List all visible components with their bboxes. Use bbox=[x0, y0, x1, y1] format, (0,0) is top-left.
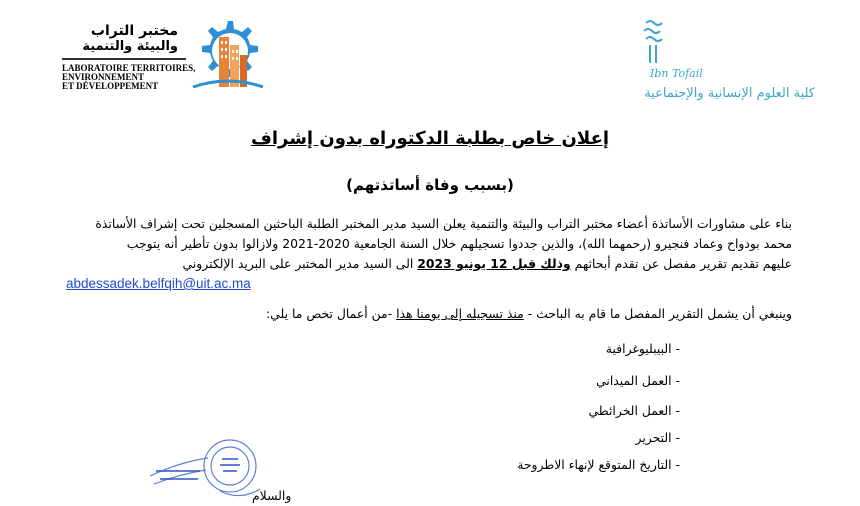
intro-part-c: -من أعمال تخص ما يلي: bbox=[266, 306, 397, 321]
faculty-name: كلية العلوم الإنسانية والإجتماعية bbox=[644, 86, 815, 101]
body-line3-part-a: عليهم تقديم تقرير مفصل عن تقدم أبحاثهم bbox=[570, 256, 792, 271]
list-item: - التاريخ المتوقع لإنهاء الاطروحة bbox=[517, 457, 680, 472]
report-requirements-intro bbox=[266, 306, 792, 321]
lab-name-french-line3: ET DÉVELOPPEMENT bbox=[62, 81, 159, 91]
intro-part-a: وينبغي أن يشمل التقرير المفصل ما قام به الباحث - bbox=[523, 306, 792, 321]
deadline-text: وذلك قبل 12 يونيو 2023 bbox=[417, 256, 571, 271]
body-paragraph-line2: محمد بودواح وعماد فنجيرو (رحمهما الله)، والذين جددوا تسجيلهم خلال السنة الجامعية 2020-2021 ولازالوا بدون تأطير أنه يتوجب bbox=[126, 236, 792, 251]
body-line3-part-c: الى السيد مدير المختبر على البريد الإلكتروني bbox=[182, 256, 418, 271]
list-item: - العمل الخرائطي bbox=[588, 403, 680, 418]
faculty-logo-icon bbox=[620, 15, 703, 85]
email-link[interactable]: abdessadek.belfqih@uit.ac.ma bbox=[66, 276, 251, 291]
body-paragraph-line1: بناء على مشاورات الأساتذة أعضاء مختبر التراب والبيئة والتنمية يعلن السيد مدير المختبر الطلبة الباحثين المسجلين تحت إشراف الأساتذة bbox=[95, 216, 792, 231]
body-paragraph-line3 bbox=[57, 254, 792, 274]
lab-name-french-line2: ENVIRONNEMENT bbox=[62, 72, 145, 82]
lab-name-arabic-line1: مختبر التراب bbox=[90, 23, 178, 39]
list-item: - التحرير bbox=[635, 430, 680, 445]
lab-header-divider bbox=[62, 58, 186, 60]
lab-name-french-line1: LABORATOIRE TERRITOIRES, bbox=[62, 63, 196, 73]
svg-text:Ibn Tofail: Ibn Tofail bbox=[650, 67, 703, 80]
closing-salutation: والسلام bbox=[252, 488, 292, 503]
lab-gear-logo-icon bbox=[183, 15, 273, 100]
since-registration-text: منذ تسجيله إلى يومنا هذا bbox=[396, 306, 524, 321]
list-item: - العمل الميداني bbox=[596, 373, 680, 388]
announcement-subtitle: (بسبب وفاة أساتذتهم) bbox=[346, 176, 514, 194]
lab-name-arabic-line2: والبيئة والتنمية bbox=[82, 39, 178, 54]
list-item: - البيبليوغرافية bbox=[605, 341, 680, 356]
official-stamp-icon bbox=[150, 436, 265, 506]
announcement-title: إعلان خاص بطلبة الدكتوراه بدون إشراف bbox=[250, 128, 610, 149]
